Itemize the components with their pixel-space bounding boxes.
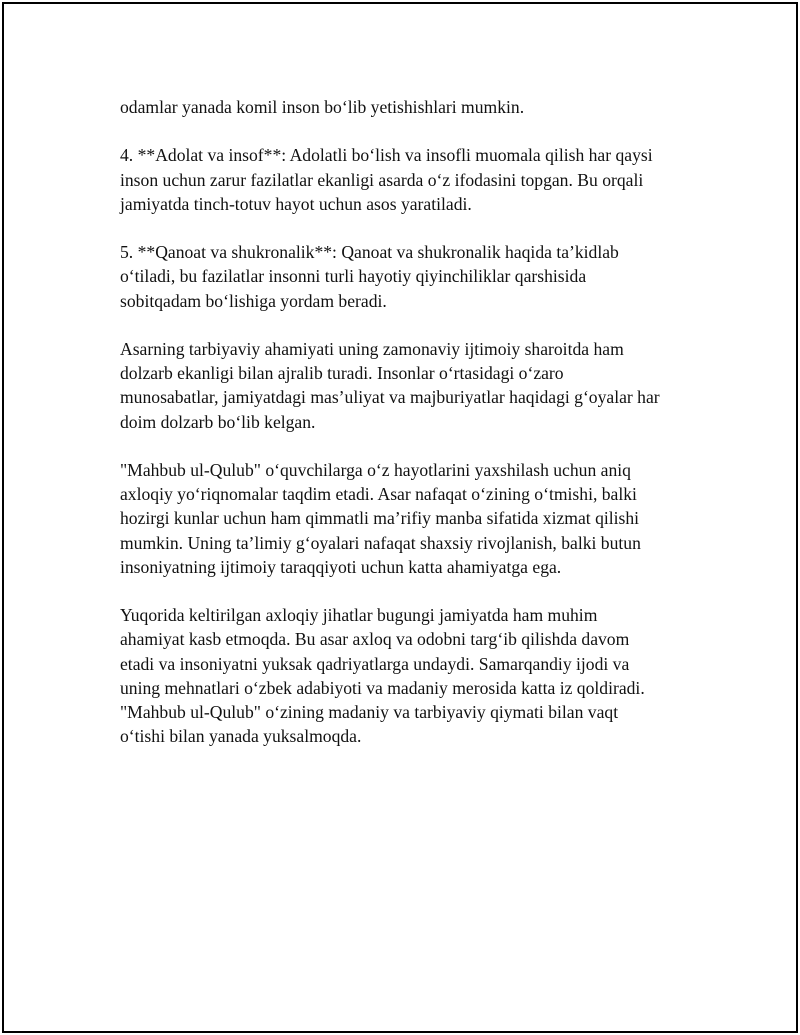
text-line: etadi va insoniyatni yuksak qadriyatlarga undaydi. Samarqandiy ijodi va bbox=[120, 653, 630, 674]
text-line: Asarning tarbiyaviy ahamiyati uning zamonaviy ijtimoiy sharoitda ham bbox=[120, 338, 624, 359]
text-line: "Mahbub ul-Qulub" oʻquvchilarga oʻz hayotlarini yaxshilash uchun aniq bbox=[120, 459, 631, 480]
text-line: axloqiy yoʻriqnomalar taqdim etadi. Asar nafaqat oʻzining oʻtmishi, balki bbox=[120, 484, 637, 505]
paragraph-tarbiyaviy-ahamiyat bbox=[120, 337, 694, 434]
text-line: doim dolzarb boʻlib kelgan. bbox=[120, 411, 316, 432]
text-line: "Mahbub ul-Qulub" oʻzining madaniy va tarbiyaviy qiymati bilan vaqt bbox=[120, 702, 619, 722]
paragraph-1 bbox=[120, 95, 694, 119]
text-line: 4. **Adolat va insof**: Adolatli boʻlish va insofli muomala qilish har qaysi bbox=[120, 145, 653, 166]
text-line: munosabatlar, jamiyatdagi masʼuliyat va majburiyatlar haqidagi gʻoyalar har bbox=[120, 387, 660, 408]
text-line: 5. **Qanoat va shukronalik**: Qanoat va shukronalik haqida taʼkidlab bbox=[120, 242, 619, 263]
paragraph-mahbub-ul-qulub bbox=[120, 458, 694, 579]
text-line: oʻtishi bilan yanada yuksalmoqda. bbox=[120, 726, 362, 747]
text-line: sobitqadam boʻlishiga yordam beradi. bbox=[120, 290, 387, 311]
paragraph-conclusion bbox=[120, 603, 694, 748]
text-line: oʻtiladi, bu fazilatlar insonni turli hayotiy qiyinchiliklar qarshisida bbox=[120, 266, 587, 287]
text-line: hozirgi kunlar uchun ham qimmatli maʼrifiy manba sifatida xizmat qilishi bbox=[120, 508, 640, 529]
text-line: ahamiyat kasb etmoqda. Bu asar axloq va odobni targʻib qilishda davom bbox=[120, 629, 630, 650]
text-line: uning mehnatlari oʻzbek adabiyoti va madaniy merosida katta iz qoldiradi. bbox=[120, 677, 645, 698]
text-line: jamiyatda tinch-totuv hayot uchun asos yaratiladi. bbox=[120, 193, 472, 214]
text-line: insoniyatning ijtimoiy taraqqiyoti uchun katta ahamiyatga ega. bbox=[120, 556, 562, 577]
text-line: dolzarb ekanligi bilan ajralib turadi. Insonlar oʻrtasidagi oʻzaro bbox=[120, 363, 564, 384]
document-body bbox=[120, 95, 694, 773]
text-line: Yuqorida keltirilgan axloqiy jihatlar bugungi jamiyatda ham muhim bbox=[120, 605, 598, 626]
text-line: inson uchun zarur fazilatlar ekanligi asarda oʻz ifodasini topgan. Bu orqali bbox=[120, 169, 644, 190]
document-page bbox=[2, 2, 798, 1033]
text-line: mumkin. Uning taʼlimiy gʻoyalari nafaqat shaxsiy rivojlanish, balki butun bbox=[120, 532, 641, 553]
paragraph-adolat-va-insof bbox=[120, 143, 694, 216]
text-line: odamlar yanada komil inson boʻlib yetishishlari mumkin. bbox=[120, 97, 525, 117]
paragraph-qanoat-va-shukronalik bbox=[120, 240, 694, 313]
